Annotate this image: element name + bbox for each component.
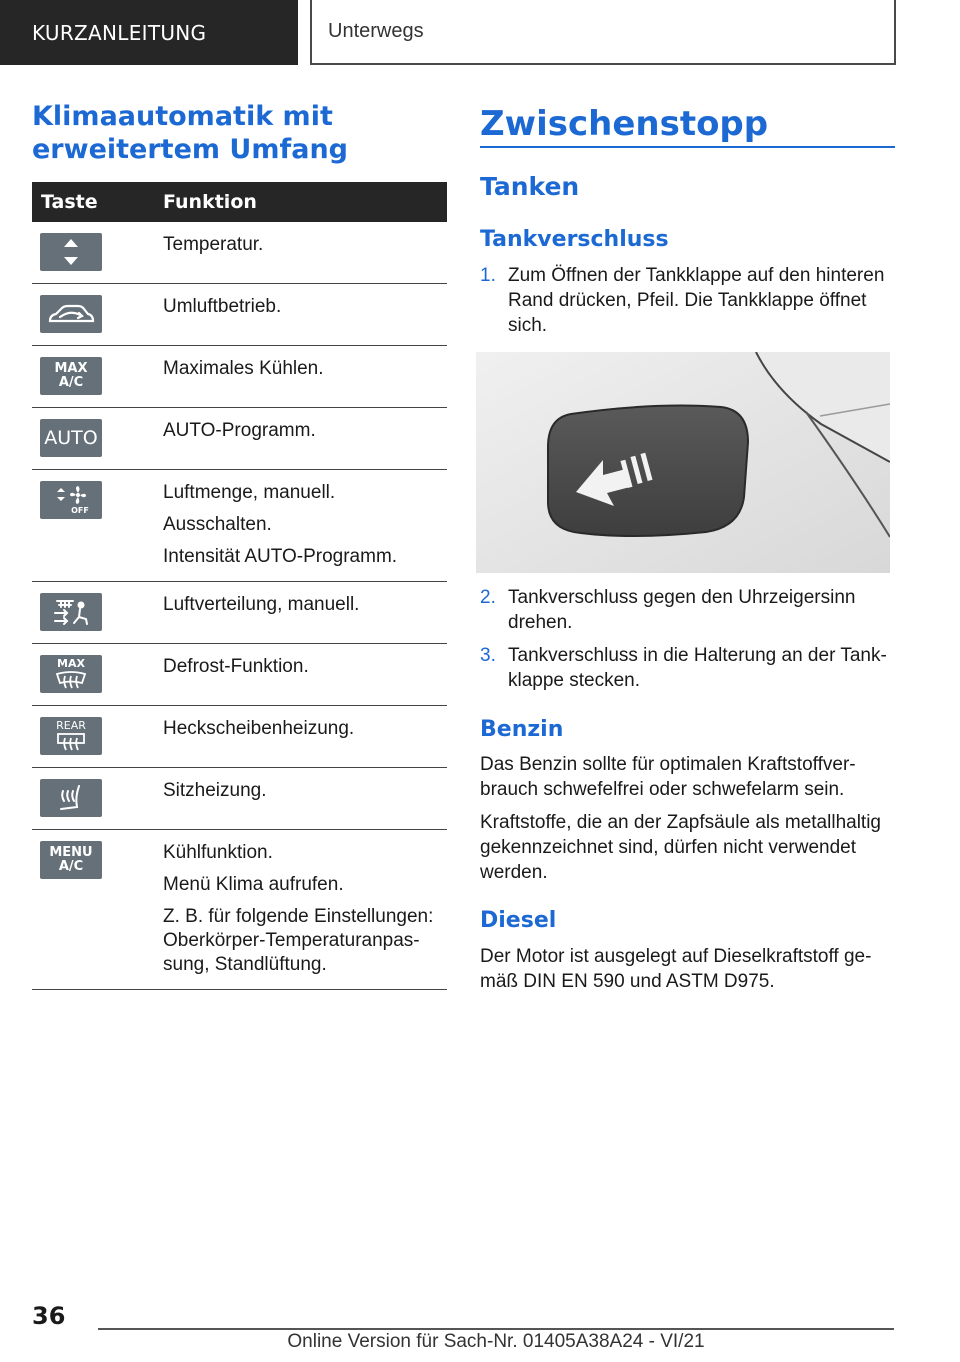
table-row	[32, 768, 447, 830]
row-text: Maximales Kühlen.	[163, 358, 324, 379]
list-item	[480, 263, 895, 338]
row-text: Intensität AUTO-Programm.	[163, 546, 398, 567]
climate-buttons-table	[32, 182, 447, 990]
header-chapter-label: Unterwegs	[328, 20, 424, 42]
recirculation-car-icon	[40, 295, 102, 333]
row-text: Umluftbetrieb.	[163, 296, 282, 317]
table-row	[32, 346, 447, 408]
fan-off-icon	[40, 481, 102, 519]
section-heading-stopover: Zwischenstopp	[480, 104, 769, 144]
step-text: Tankverschluss gegen den Uhrzeigersinn drehen.	[508, 587, 856, 633]
max-ac-icon-line1: MAX	[54, 361, 88, 376]
fan-off-label: OFF	[71, 506, 89, 515]
table-header-function: Funktion	[163, 191, 257, 213]
rear-heating-label: REAR	[56, 719, 86, 732]
seat-heating-icon	[40, 779, 102, 817]
auto-icon-label: AUTO	[44, 427, 98, 449]
step-text: Tankverschluss in die Halterung an der Tank-klappe stecken.	[508, 645, 887, 691]
paragraph: Das Benzin sollte für optimalen Kraftstoffver-brauch schwefelfrei oder schwefelarm sein.	[480, 754, 856, 800]
subheading-tankverschluss: Tankverschluss	[480, 227, 669, 252]
table-row	[32, 830, 447, 990]
fuel-flap-illustration	[476, 352, 890, 573]
paragraph: Der Motor ist ausgelegt auf Dieselkraftstoff ge-mäß DIN EN 590 und ASTM D975.	[480, 946, 872, 992]
row-text: Heckscheibenheizung.	[163, 718, 355, 739]
row-text: Z. B. für folgende Einstellungen: Oberkörper-Temperaturanpas-sung, Standlüftung.	[163, 906, 434, 975]
diesel-text	[480, 944, 895, 1002]
table-row	[32, 470, 447, 582]
heading-rule	[480, 146, 895, 148]
table-row	[32, 284, 447, 346]
row-text: AUTO-Programm.	[163, 420, 316, 441]
max-defrost-icon	[40, 655, 102, 693]
benzin-text	[480, 752, 895, 893]
row-text: Ausschalten.	[163, 514, 272, 535]
row-text: Luftverteilung, manuell.	[163, 594, 360, 615]
table-row	[32, 706, 447, 768]
footer-rule	[98, 1328, 894, 1330]
table-row	[32, 408, 447, 470]
header-section-label: KURZANLEITUNG	[32, 20, 207, 45]
menu-ac-icon-line1: MENU	[49, 845, 93, 860]
row-text: Menü Klima aufrufen.	[163, 874, 344, 895]
step-number: 3.	[480, 645, 496, 666]
table-row	[32, 222, 447, 284]
steps-list-bottom	[480, 585, 895, 693]
row-text: Luftmenge, manuell.	[163, 482, 336, 503]
table-row	[32, 582, 447, 644]
paragraph: Kraftstoffe, die an der Zapfsäule als metallhaltig gekennzeichnet sind, dürfen nicht verwendet werden.	[480, 812, 881, 883]
table-header	[32, 182, 447, 222]
auto-icon	[40, 419, 102, 457]
list-item	[480, 585, 895, 635]
max-ac-icon-line2: A/C	[58, 375, 84, 390]
header-section-tab	[0, 0, 298, 65]
subheading-benzin: Benzin	[480, 717, 564, 742]
subheading-diesel: Diesel	[480, 908, 557, 933]
menu-ac-icon-line2: A/C	[58, 859, 84, 874]
table-row	[32, 644, 447, 706]
footer-text: Online Version für Sach-Nr. 01405A38A24 - VI/21	[287, 1331, 705, 1352]
air-distribution-icon	[40, 593, 102, 631]
step-number: 2.	[480, 587, 496, 608]
row-text: Kühlfunktion.	[163, 842, 273, 863]
menu-ac-icon	[40, 841, 102, 879]
header-chapter-tab	[310, 0, 896, 65]
max-ac-icon	[40, 357, 102, 395]
step-text: Zum Öffnen der Tankklappe auf den hinteren Rand drücken, Pfeil. Die Tankklappe öffnet sich.	[508, 265, 885, 336]
steps-list-top	[480, 263, 895, 338]
list-item	[480, 643, 895, 693]
step-number: 1.	[480, 265, 496, 286]
page-number: 36	[32, 1302, 66, 1330]
row-text: Sitzheizung.	[163, 780, 267, 801]
row-text: Temperatur.	[163, 234, 264, 255]
section-heading-climate: Klimaautomatik mit erweitertem Umfang	[32, 101, 348, 165]
rear-window-heating-icon	[40, 717, 102, 755]
temperature-arrows-icon	[40, 233, 102, 271]
row-text: Defrost-Funktion.	[163, 656, 309, 677]
subheading-tanken: Tanken	[480, 172, 580, 201]
table-header-key: Taste	[41, 191, 98, 213]
max-defrost-label: MAX	[57, 657, 85, 670]
